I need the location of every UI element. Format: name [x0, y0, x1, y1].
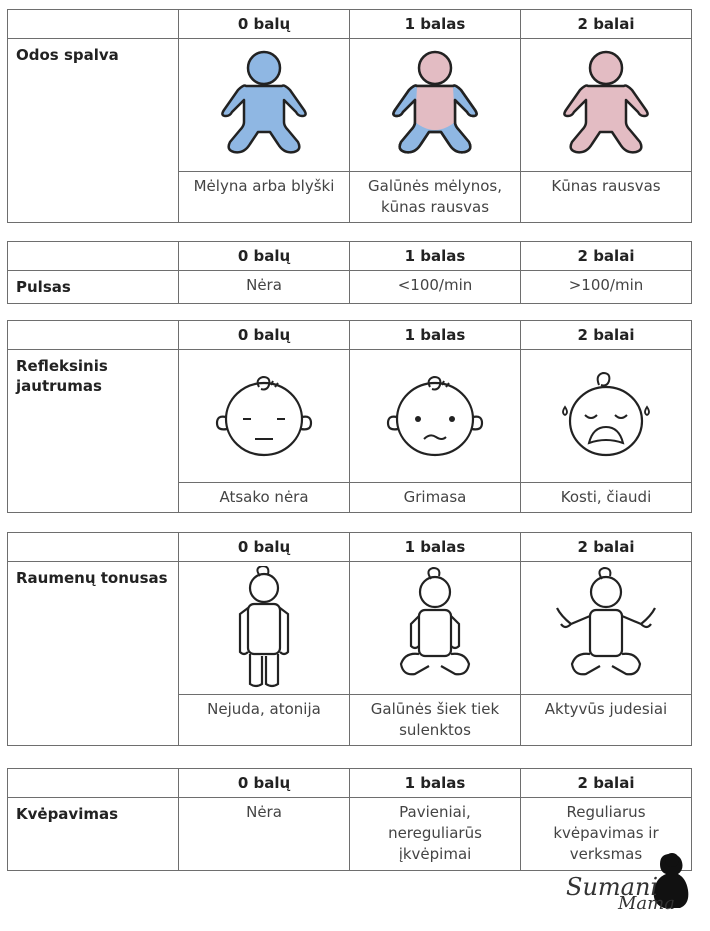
reflex-caption-2: Kosti, čiaudi: [521, 483, 692, 513]
score-header-2: 2 balai: [521, 321, 692, 350]
score-header-0: 0 balų: [179, 533, 350, 562]
reflex-label: Refleksinis jautrumas: [8, 350, 179, 513]
baby-pink-icon: [556, 50, 656, 160]
tone-flexed-cell: [350, 562, 521, 695]
tone-active-cell: [521, 562, 692, 695]
tone-limp-cell: [179, 562, 350, 695]
logo-text-mama: Mama: [618, 893, 675, 914]
reflex-none-cell: [179, 350, 350, 483]
reflex-grimace-cell: [350, 350, 521, 483]
score-header-2: 2 balai: [521, 769, 692, 798]
breathing-value-1: Pavieniai, nereguliarūs įkvėpimai: [350, 798, 521, 871]
header-blank-cell: [8, 769, 179, 798]
score-header-2: 2 balai: [521, 242, 692, 271]
breathing-label: Kvėpavimas: [8, 798, 179, 871]
score-header-0: 0 balų: [179, 242, 350, 271]
baby-active-icon: [551, 566, 661, 690]
skin-color-table: [7, 9, 692, 223]
header-blank-cell: [8, 242, 179, 271]
reflex-cry-cell: [521, 350, 692, 483]
score-header-1: 1 balas: [350, 321, 521, 350]
breathing-value-0: Nėra: [179, 798, 350, 871]
score-header-1: 1 balas: [350, 10, 521, 39]
pulse-value-0: Nėra: [179, 271, 350, 304]
baby-limp-icon: [214, 566, 314, 690]
skin-caption-2: Kūnas rausvas: [521, 172, 692, 223]
score-header-1: 1 balas: [350, 242, 521, 271]
score-header-0: 0 balų: [179, 769, 350, 798]
header-blank-cell: [8, 10, 179, 39]
skin-color-label: Odos spalva: [8, 39, 179, 223]
skin-caption-0: Mėlyna arba blyški: [179, 172, 350, 223]
face-grimace-icon: [380, 371, 490, 461]
skin-pink-cell: [521, 39, 692, 172]
pulse-label: Pulsas: [8, 271, 179, 304]
header-blank-cell: [8, 533, 179, 562]
pulse-table: [7, 241, 692, 304]
muscle-tone-label: Raumenų tonusas: [8, 562, 179, 746]
score-header-2: 2 balai: [521, 10, 692, 39]
breathing-value-2: Reguliarus kvėpavimas ir verksmas: [521, 798, 692, 871]
face-crying-icon: [551, 371, 661, 461]
muscle-tone-table: [7, 532, 692, 746]
pulse-value-2: >100/min: [521, 271, 692, 304]
logo-text-sumani: Sumani: [566, 873, 659, 901]
baby-flexed-icon: [385, 566, 485, 690]
tone-caption-2: Aktyvūs judesiai: [521, 695, 692, 746]
baby-mixed-icon: [385, 50, 485, 160]
skin-blue-cell: [179, 39, 350, 172]
score-header-1: 1 balas: [350, 533, 521, 562]
baby-blue-icon: [214, 50, 314, 160]
pulse-value-1: <100/min: [350, 271, 521, 304]
score-header-0: 0 balų: [179, 321, 350, 350]
skin-caption-1: Galūnės mėlynos, kūnas rausvas: [350, 172, 521, 223]
face-neutral-icon: [209, 371, 319, 461]
reflex-table: [7, 320, 692, 513]
reflex-caption-0: Atsako nėra: [179, 483, 350, 513]
skin-mixed-cell: [350, 39, 521, 172]
score-header-1: 1 balas: [350, 769, 521, 798]
score-header-2: 2 balai: [521, 533, 692, 562]
header-blank-cell: [8, 321, 179, 350]
reflex-caption-1: Grimasa: [350, 483, 521, 513]
score-header-0: 0 balų: [179, 10, 350, 39]
tone-caption-1: Galūnės šiek tiek sulenktos: [350, 695, 521, 746]
tone-caption-0: Nejuda, atonija: [179, 695, 350, 746]
